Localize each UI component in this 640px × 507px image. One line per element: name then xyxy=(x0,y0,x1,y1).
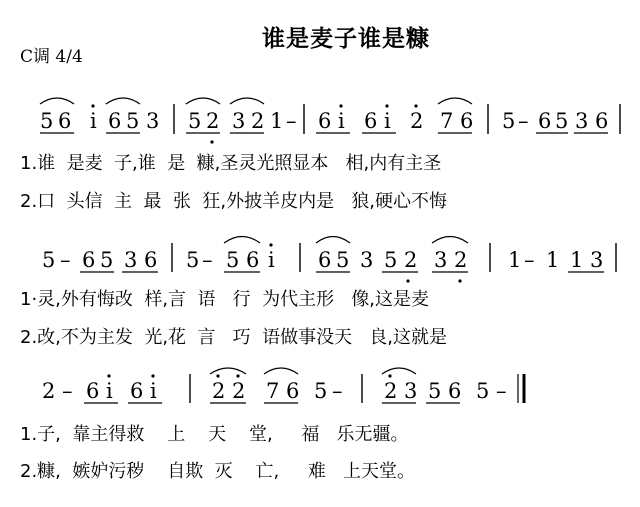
svg-text:5: 5 xyxy=(42,248,56,272)
song-title: 谁是麦子谁是糠 xyxy=(262,26,430,52)
notation-row-1 xyxy=(40,98,620,144)
svg-text:3: 3 xyxy=(232,109,246,133)
svg-text:6: 6 xyxy=(86,379,100,403)
lyrics-row2-verse2: 2.改,不为主发 光,花 言 巧 语做事没天 良,这就是 xyxy=(20,327,447,348)
svg-text:i: i xyxy=(150,379,157,403)
svg-text:2: 2 xyxy=(251,109,265,133)
svg-text:6: 6 xyxy=(144,248,158,272)
svg-text:7: 7 xyxy=(440,109,454,133)
notation-row-2 xyxy=(42,237,616,283)
notation-row-3 xyxy=(42,368,524,403)
svg-text:1: 1 xyxy=(546,248,560,272)
svg-text:6: 6 xyxy=(130,379,144,403)
svg-text:2: 2 xyxy=(384,379,398,403)
svg-text:3: 3 xyxy=(404,379,418,403)
svg-text:i: i xyxy=(268,248,275,272)
svg-text:5: 5 xyxy=(186,248,200,272)
svg-text:6: 6 xyxy=(448,379,462,403)
svg-text:5: 5 xyxy=(555,109,569,133)
svg-text:2: 2 xyxy=(404,248,418,272)
svg-text:6: 6 xyxy=(246,248,260,272)
svg-text:6: 6 xyxy=(538,109,552,133)
svg-text:5: 5 xyxy=(100,248,114,272)
svg-text:5: 5 xyxy=(188,109,202,133)
lyrics-row1-verse2: 2.口 头信 主 最 张 狂,外披羊皮内是 狼,硬心不悔 xyxy=(20,191,447,212)
svg-text:6: 6 xyxy=(318,109,332,133)
svg-text:i: i xyxy=(384,109,391,133)
svg-text:6: 6 xyxy=(108,109,122,133)
svg-text:i: i xyxy=(106,379,113,403)
svg-text:3: 3 xyxy=(590,248,604,272)
svg-text:–: – xyxy=(286,109,297,133)
svg-text:2: 2 xyxy=(206,109,220,133)
svg-text:5: 5 xyxy=(314,379,328,403)
key-signature: C调 4/4 xyxy=(20,47,83,67)
svg-text:1: 1 xyxy=(508,248,522,272)
svg-text:5: 5 xyxy=(226,248,240,272)
svg-text:2: 2 xyxy=(410,109,424,133)
svg-text:–: – xyxy=(496,379,507,403)
svg-text:3: 3 xyxy=(146,109,160,133)
lyrics-row2-verse1: 1·灵,外有悔改 样,言 语 行 为代主形 像,这是麦 xyxy=(20,289,429,310)
svg-text:5: 5 xyxy=(126,109,140,133)
svg-text:3: 3 xyxy=(434,248,448,272)
lyrics-row3-verse1: 1.子, 靠主得救 上 天 堂, 福 乐无疆。 xyxy=(20,424,409,445)
svg-text:5: 5 xyxy=(40,109,54,133)
svg-text:–: – xyxy=(62,379,73,403)
svg-text:5: 5 xyxy=(502,109,516,133)
svg-text:6: 6 xyxy=(82,248,96,272)
svg-text:–: – xyxy=(518,109,529,133)
svg-text:6: 6 xyxy=(595,109,609,133)
svg-text:3: 3 xyxy=(575,109,589,133)
svg-text:7: 7 xyxy=(266,379,280,403)
svg-text:i: i xyxy=(338,109,345,133)
lyrics-row3-verse2: 2.糠, 嫉妒污秽 自欺 灭 亡, 难 上天堂。 xyxy=(20,461,416,482)
svg-text:6: 6 xyxy=(460,109,474,133)
svg-text:i: i xyxy=(90,109,97,133)
svg-text:2: 2 xyxy=(232,379,246,403)
svg-text:5: 5 xyxy=(428,379,442,403)
svg-text:–: – xyxy=(202,248,213,272)
svg-text:3: 3 xyxy=(124,248,138,272)
svg-text:–: – xyxy=(332,379,343,403)
svg-text:–: – xyxy=(60,248,71,272)
svg-text:6: 6 xyxy=(286,379,300,403)
svg-text:6: 6 xyxy=(318,248,332,272)
svg-text:6: 6 xyxy=(58,109,72,133)
svg-text:5: 5 xyxy=(384,248,398,272)
lyrics-row1-verse1: 1.谁 是麦 子,谁 是 糠,圣灵光照显本 相,内有主圣 xyxy=(20,153,442,174)
svg-text:2: 2 xyxy=(454,248,468,272)
svg-text:2: 2 xyxy=(212,379,226,403)
svg-text:1: 1 xyxy=(270,109,284,133)
svg-text:3: 3 xyxy=(360,248,374,272)
svg-text:1: 1 xyxy=(570,248,584,272)
svg-text:2: 2 xyxy=(42,379,56,403)
svg-text:5: 5 xyxy=(336,248,350,272)
svg-text:–: – xyxy=(524,248,535,272)
svg-text:6: 6 xyxy=(364,109,378,133)
svg-text:5: 5 xyxy=(476,379,490,403)
